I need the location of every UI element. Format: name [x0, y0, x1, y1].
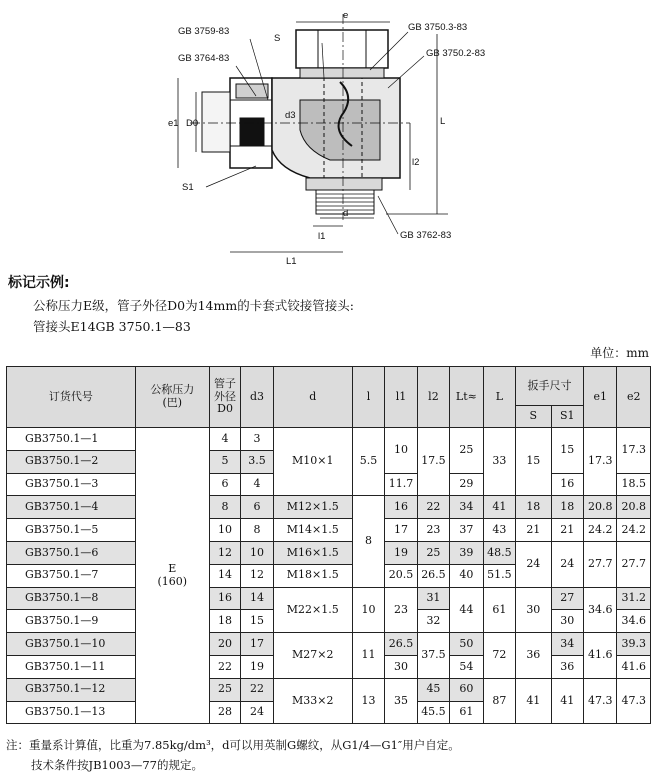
- cell-d0: 28: [209, 701, 240, 724]
- cell-e2: 39.3: [617, 633, 651, 656]
- cell-d: M27×2: [273, 633, 352, 679]
- cell-code: GB3750.1—13: [7, 701, 136, 724]
- cell-l1: 17: [385, 519, 417, 542]
- cell-lt: 40: [450, 564, 483, 587]
- label-gb3759: GB 3759-83: [178, 26, 230, 37]
- cell-l1: 26.5: [385, 633, 417, 656]
- cell-L: 48.5: [483, 541, 515, 564]
- cell-s1: 21: [551, 519, 583, 542]
- cell-d3: 19: [241, 655, 273, 678]
- cell-d3: 24: [241, 701, 273, 724]
- label-gb3764: GB 3764-83: [178, 53, 230, 64]
- cell-d0: 22: [209, 655, 240, 678]
- cell-s1: 18: [551, 496, 583, 519]
- cell-lt: 60: [450, 678, 483, 701]
- cell-s1: 24: [551, 541, 583, 587]
- cell-s: 18: [516, 496, 551, 519]
- cell-L: 43: [483, 519, 515, 542]
- cell-lt: 25: [450, 428, 483, 474]
- cell-s: 41: [516, 678, 551, 724]
- cell-d0: 18: [209, 610, 240, 633]
- cell-d0: 25: [209, 678, 240, 701]
- label-e: e: [343, 10, 349, 21]
- header-L: L: [483, 367, 515, 428]
- cell-code: GB3750.1—5: [7, 519, 136, 542]
- cell-s1: 15: [551, 428, 583, 474]
- cell-d: M16×1.5: [273, 541, 352, 564]
- cell-d0: 20: [209, 633, 240, 656]
- cell-code: GB3750.1—12: [7, 678, 136, 701]
- example-designation: 管接头E14GB 3750.1—83: [33, 319, 191, 334]
- cell-s1: 16: [551, 473, 583, 496]
- ferrule: [240, 118, 264, 146]
- header-pressure: 公称压力 (巴): [135, 367, 209, 428]
- header-e1: e1: [584, 367, 617, 428]
- cell-L: 51.5: [483, 564, 515, 587]
- header-pipe-od: 管子 外径 D0: [209, 367, 240, 428]
- cell-s: 30: [516, 587, 551, 633]
- cell-l2: 31: [417, 587, 449, 610]
- label-d: d: [343, 208, 349, 219]
- cell-l2: 22: [417, 496, 449, 519]
- cell-l: 8: [352, 496, 384, 587]
- cell-l1: 16: [385, 496, 417, 519]
- cell-lt: 29: [450, 473, 483, 496]
- header-code: 订货代号: [7, 367, 136, 428]
- cell-code: GB3750.1—10: [7, 633, 136, 656]
- table-row: [7, 541, 651, 564]
- cell-s: 15: [516, 428, 551, 496]
- cell-d3: 4: [241, 473, 273, 496]
- cell-d3: 22: [241, 678, 273, 701]
- note-standard: 技术条件按JB1003—77的规定。: [31, 758, 203, 772]
- cell-pressure: E (160): [135, 428, 209, 724]
- cell-s: 36: [516, 633, 551, 679]
- cell-l2: 32: [417, 610, 449, 633]
- header-wrench: 扳手尺寸: [516, 367, 584, 406]
- cell-lt: 37: [450, 519, 483, 542]
- cell-s1: 30: [551, 610, 583, 633]
- label-gb37502: GB 3750.2-83: [426, 48, 486, 59]
- label-l1: l1: [318, 231, 326, 242]
- cell-d: M33×2: [273, 678, 352, 724]
- label-gb3762: GB 3762-83: [400, 230, 452, 241]
- cell-L: 87: [483, 678, 515, 724]
- cell-l2: 45: [417, 678, 449, 701]
- cell-d0: 6: [209, 473, 240, 496]
- cell-l1: 35: [385, 678, 417, 724]
- cell-l1: 30: [385, 655, 417, 678]
- cell-e1: 24.2: [584, 519, 617, 542]
- cell-e2: 31.2: [617, 587, 651, 610]
- cell-l1: 10: [385, 428, 417, 474]
- cell-l2: 17.5: [417, 428, 449, 496]
- label-s: S: [274, 33, 281, 44]
- label-d3: d3: [285, 110, 296, 121]
- lower-seal: [306, 178, 382, 190]
- fitting-drawing: [0, 0, 657, 268]
- cell-l: 11: [352, 633, 384, 679]
- cell-s1: 34: [551, 633, 583, 656]
- cell-e1: 47.3: [584, 678, 617, 724]
- label-gb37503: GB 3750.3-83: [408, 22, 468, 33]
- cell-l: 10: [352, 587, 384, 633]
- spec-table: [6, 366, 651, 724]
- cell-d0: 8: [209, 496, 240, 519]
- cell-e2: 18.5: [617, 473, 651, 496]
- cell-l2: 23: [417, 519, 449, 542]
- table-row: [7, 496, 651, 519]
- cell-l2: 26.5: [417, 564, 449, 587]
- cell-code: GB3750.1—11: [7, 655, 136, 678]
- label-L1: L1: [286, 256, 297, 267]
- cell-L: 41: [483, 496, 515, 519]
- example-heading: 标记示例:: [8, 275, 70, 291]
- unit-label: 单位：mm: [590, 346, 649, 360]
- cell-d: M18×1.5: [273, 564, 352, 587]
- cell-s: 21: [516, 519, 551, 542]
- cell-d0: 5: [209, 450, 240, 473]
- cell-code: GB3750.1—3: [7, 473, 136, 496]
- cell-l: 13: [352, 678, 384, 724]
- cell-d3: 17: [241, 633, 273, 656]
- cell-e2: 27.7: [617, 541, 651, 587]
- cell-l2: 37.5: [417, 633, 449, 679]
- cell-e1: 27.7: [584, 541, 617, 587]
- bolt-head: [296, 30, 388, 68]
- cell-s1: 41: [551, 678, 583, 724]
- cell-e2: 20.8: [617, 496, 651, 519]
- cell-e2: 17.3: [617, 428, 651, 474]
- label-s1: S1: [182, 182, 194, 193]
- label-d0: D0: [186, 118, 199, 129]
- cell-e2: 47.3: [617, 678, 651, 724]
- cell-e1: 17.3: [584, 428, 617, 496]
- cell-code: GB3750.1—1: [7, 428, 136, 451]
- header-lt: Lt≈: [450, 367, 483, 428]
- table-row: [7, 633, 651, 656]
- cell-s: 24: [516, 541, 551, 587]
- upper-seal: [300, 68, 384, 78]
- cell-l: 5.5: [352, 428, 384, 496]
- cell-d: M10×1: [273, 428, 352, 496]
- cell-d3: 3: [241, 428, 273, 451]
- header-l1: l1: [385, 367, 417, 428]
- cell-s1: 27: [551, 587, 583, 610]
- cell-d0: 10: [209, 519, 240, 542]
- cell-d0: 14: [209, 564, 240, 587]
- cell-d3: 6: [241, 496, 273, 519]
- cell-e2: 41.6: [617, 655, 651, 678]
- cell-d3: 15: [241, 610, 273, 633]
- cell-code: GB3750.1—2: [7, 450, 136, 473]
- cell-e2: 34.6: [617, 610, 651, 633]
- cell-lt: 34: [450, 496, 483, 519]
- label-L: L: [440, 116, 446, 127]
- cell-d3: 8: [241, 519, 273, 542]
- example-description: 公称压力E级，管子外径D0为14mm的卡套式铰接管接头:: [33, 298, 354, 313]
- cell-L: 33: [483, 428, 515, 496]
- cell-lt: 61: [450, 701, 483, 724]
- table-row: [7, 587, 651, 610]
- cell-d3: 10: [241, 541, 273, 564]
- cell-d: M12×1.5: [273, 496, 352, 519]
- cell-d: M22×1.5: [273, 587, 352, 633]
- header-l: l: [352, 367, 384, 428]
- cell-L: 72: [483, 633, 515, 679]
- header-d3: d3: [241, 367, 273, 428]
- cell-l2: 45.5: [417, 701, 449, 724]
- cell-e1: 20.8: [584, 496, 617, 519]
- cell-e1: 34.6: [584, 587, 617, 633]
- cell-d3: 12: [241, 564, 273, 587]
- cell-d0: 4: [209, 428, 240, 451]
- cell-code: GB3750.1—9: [7, 610, 136, 633]
- cell-code: GB3750.1—7: [7, 564, 136, 587]
- cell-d: M14×1.5: [273, 519, 352, 542]
- tube-stub: [202, 92, 230, 152]
- cell-d0: 12: [209, 541, 240, 564]
- cell-l2: 25: [417, 541, 449, 564]
- cell-s1: 36: [551, 655, 583, 678]
- cell-lt: 44: [450, 587, 483, 633]
- cell-d3: 3.5: [241, 450, 273, 473]
- table-row: [7, 428, 651, 451]
- cell-l1: 20.5: [385, 564, 417, 587]
- cell-code: GB3750.1—6: [7, 541, 136, 564]
- cell-L: 61: [483, 587, 515, 633]
- header-d: d: [273, 367, 352, 428]
- cell-e2: 24.2: [617, 519, 651, 542]
- label-l2: l2: [412, 157, 420, 168]
- header-s1: S1: [551, 406, 583, 428]
- label-e1: e1: [168, 118, 179, 129]
- cell-code: GB3750.1—4: [7, 496, 136, 519]
- cell-d3: 14: [241, 587, 273, 610]
- cell-d0: 16: [209, 587, 240, 610]
- cell-l1: 23: [385, 587, 417, 633]
- note-weight: 注：重量系计算值，比重为7.85kg/dm³，d可以用英制G螺纹，从G1/4—G1″用户自定。: [6, 738, 460, 752]
- cell-lt: 50: [450, 633, 483, 656]
- header-e2: e2: [617, 367, 651, 428]
- header-s: S: [516, 406, 551, 428]
- cell-e1: 41.6: [584, 633, 617, 679]
- table-row: [7, 519, 651, 542]
- table-row: [7, 678, 651, 701]
- cell-lt: 39: [450, 541, 483, 564]
- cell-l1: 19: [385, 541, 417, 564]
- header-l2: l2: [417, 367, 449, 428]
- cell-code: GB3750.1—8: [7, 587, 136, 610]
- cell-lt: 54: [450, 655, 483, 678]
- cell-l1: 11.7: [385, 473, 417, 496]
